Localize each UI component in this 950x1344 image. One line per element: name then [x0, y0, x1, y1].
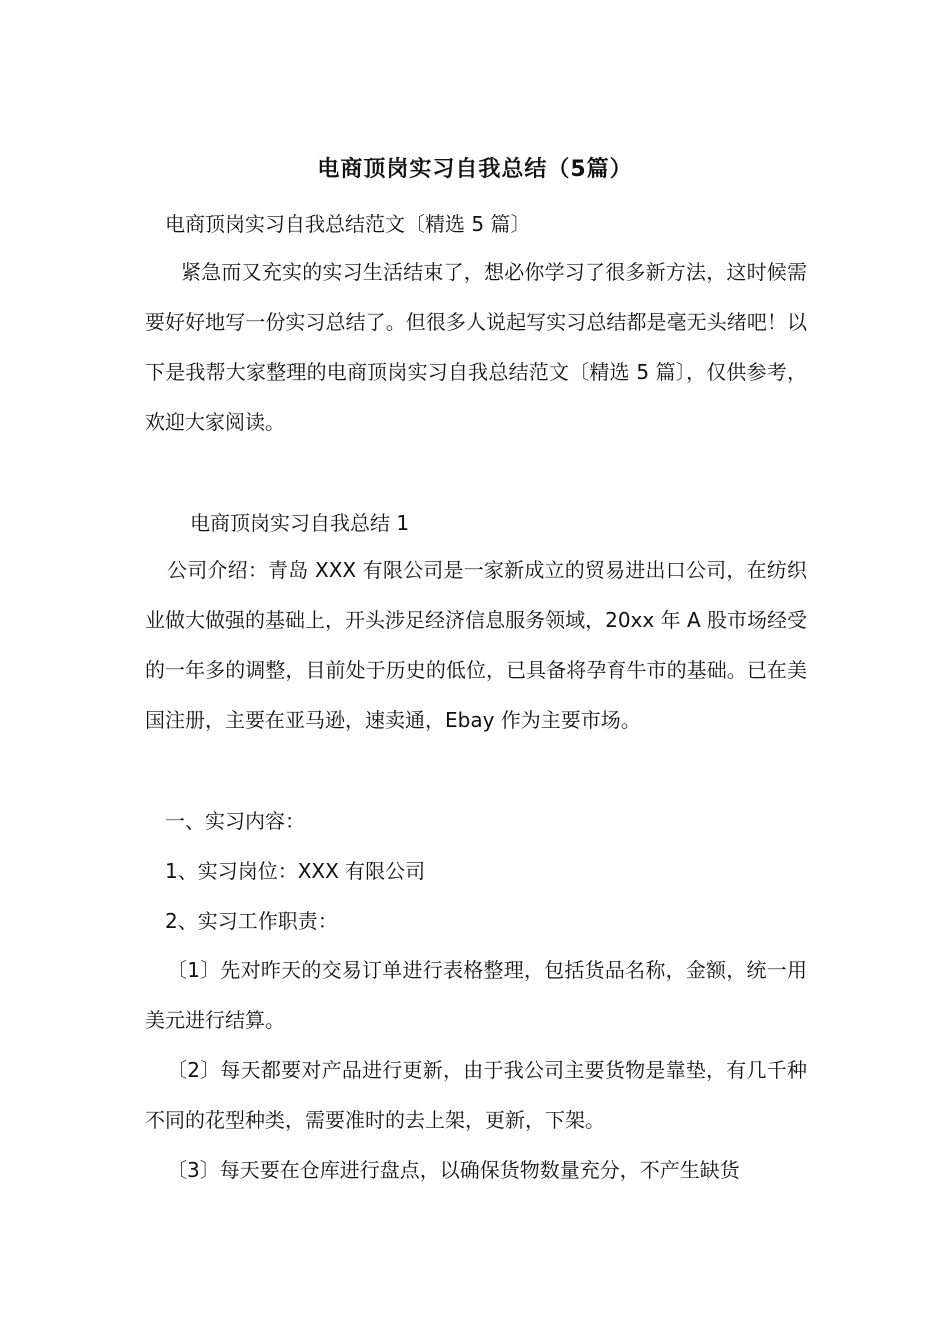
list-item-duties: 2、实习工作职责：	[165, 909, 338, 933]
company-intro-paragraph: 公司介绍：青岛 XXX 有限公司是一家新成立的贸易进出口公司，在纺织业做大做强的基础上，开头涉足经济信息服务领域，20xx 年 A 股市场经受的一年多的调整，目前处于历史的低位，已具备将孕育牛市的基础。已在美国注册，主要在亚马逊，速卖通，Ebay 作为主要市场。	[145, 558, 807, 732]
document-subtitle: 电商顶岗实习自我总结范文〔精选 5 篇〕	[165, 212, 531, 236]
duty-paragraph-1: 〔1〕先对昨天的交易订单进行表格整理，包括货品名称，金额，统一用美元进行结算。	[145, 958, 807, 1032]
duty-paragraph-3: 〔3〕每天要在仓库进行盘点，以确保货物数量充分，不产生缺货	[167, 1158, 740, 1182]
list-item-position: 1、实习岗位：XXX 有限公司	[165, 859, 426, 883]
page-title: 电商顶岗实习自我总结（5篇）	[317, 157, 633, 182]
duty-paragraph-2: 〔2〕每天都要对产品进行更新，由于我公司主要货物是靠垫，有几千种不同的花型种类，需要准时的去上架，更新，下架。	[145, 1058, 807, 1132]
section-heading: 电商顶岗实习自我总结 1	[190, 511, 410, 535]
intro-paragraph: 紧急而又充实的实习生活结束了，想必你学习了很多新方法，这时候需要好好地写一份实习总结了。但很多人说起写实习总结都是毫无头绪吧！以下是我帮大家整理的电商顶岗实习自我总结范文〔精选 5 篇〕，仅供参考，欢迎大家阅读。	[145, 260, 807, 434]
internship-content-heading: 一、实习内容：	[165, 809, 305, 833]
